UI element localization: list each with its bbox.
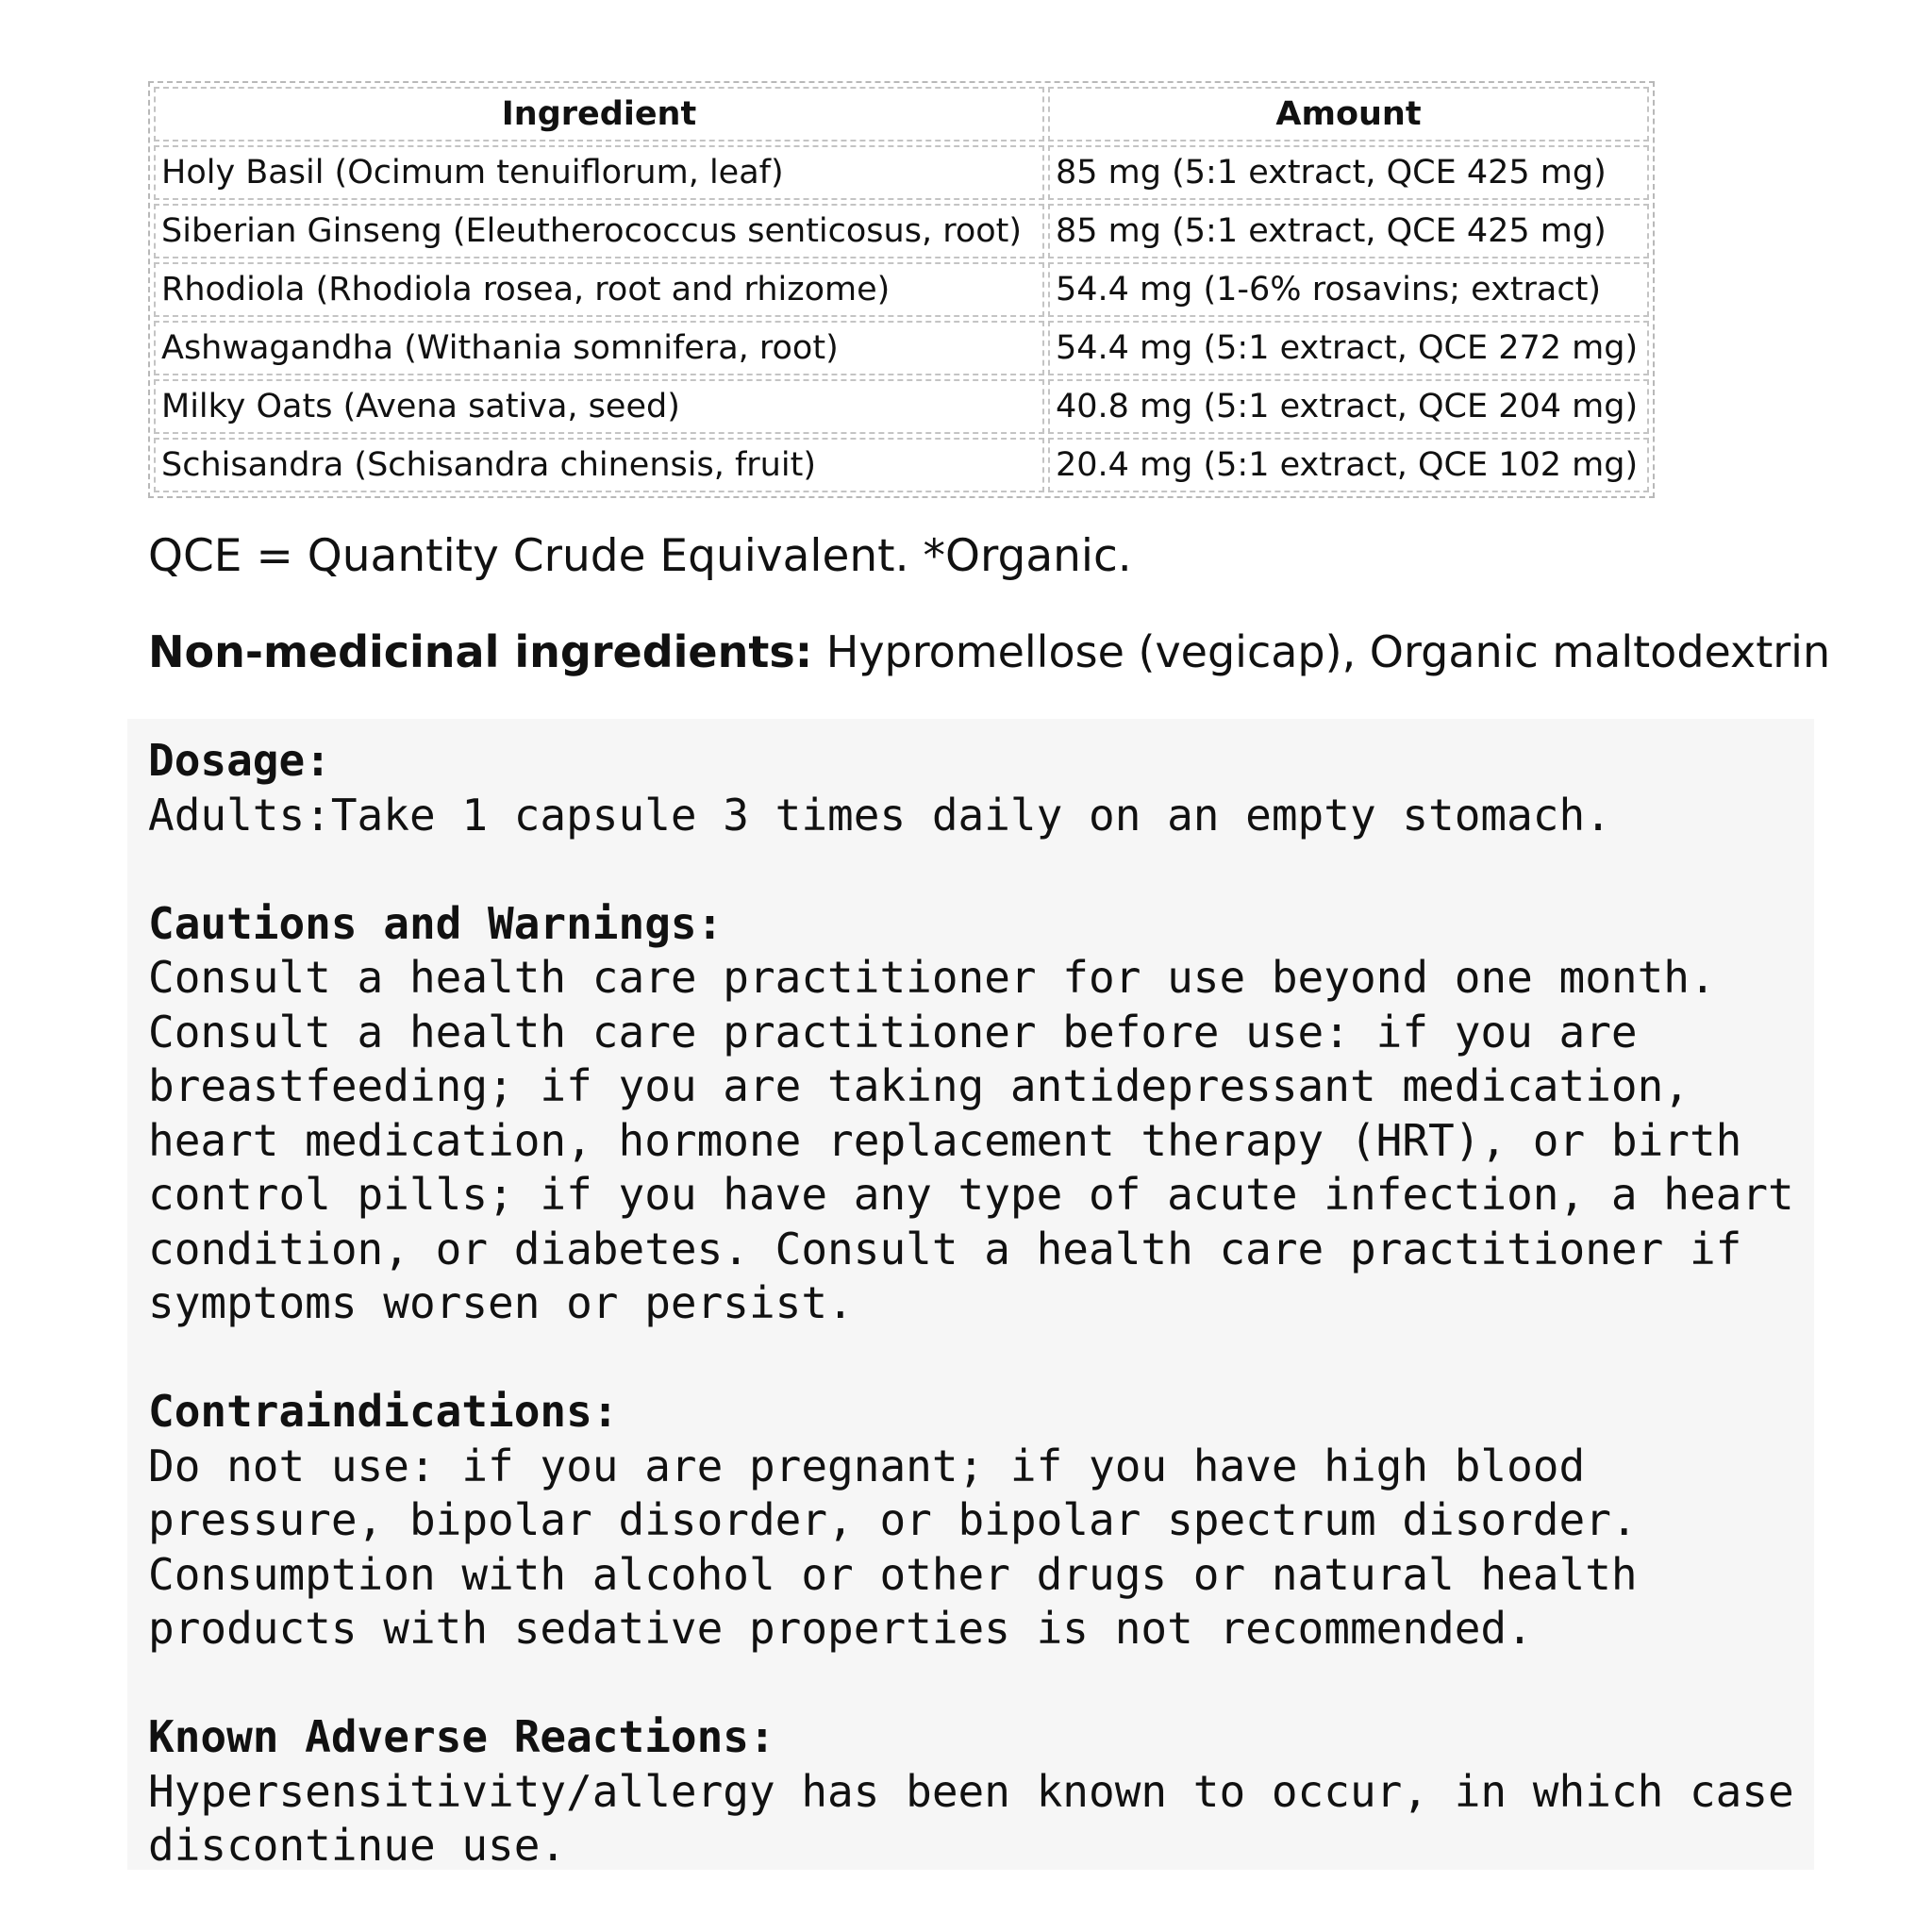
cautions-line: heart medication, hormone replacement therapy (HRT), or birth	[148, 1114, 1742, 1166]
amount-cell: 20.4 mg (5:1 extract, QCE 102 mg)	[1048, 438, 1649, 492]
cautions-line: Consult a health care practitioner for use beyond one month.	[148, 952, 1716, 1003]
cautions-line: condition, or diabetes. Consult a health care practitioner if	[148, 1223, 1742, 1274]
adverse-reactions-line: discontinue use.	[148, 1820, 567, 1871]
ingredient-cell: Schisandra (Schisandra chinensis, fruit)	[154, 438, 1044, 492]
amount-cell: 40.8 mg (5:1 extract, QCE 204 mg)	[1048, 379, 1649, 434]
ingredients-table	[148, 81, 1655, 498]
cautions-heading: Cautions and Warnings:	[148, 897, 724, 949]
table-header-row	[154, 87, 1649, 142]
dosage-heading: Dosage:	[148, 735, 331, 786]
contraindications-section	[148, 1385, 1814, 1657]
table-row	[154, 438, 1649, 492]
contraindications-heading: Contraindications:	[148, 1386, 619, 1437]
cautions-section	[148, 897, 1814, 1331]
qce-footnote: QCE = Quantity Crude Equivalent. *Organic.	[148, 530, 1132, 582]
dosage-section	[148, 734, 1814, 842]
cautions-line: Consult a health care practitioner before use: if you are	[148, 1006, 1638, 1058]
ingredient-cell: Milky Oats (Avena sativa, seed)	[154, 379, 1044, 434]
adverse-reactions-section	[148, 1710, 1814, 1874]
non-medicinal-label: Non-medicinal ingredients:	[148, 626, 813, 677]
amount-cell: 54.4 mg (5:1 extract, QCE 272 mg)	[1048, 321, 1649, 375]
non-medicinal-ingredients	[148, 626, 1830, 677]
cautions-line: symptoms worsen or persist.	[148, 1277, 854, 1328]
adverse-reactions-line: Hypersensitivity/allergy has been known to occur, in which case	[148, 1765, 1794, 1817]
table-row	[154, 321, 1649, 375]
ingredient-cell: Holy Basil (Ocimum tenuiflorum, leaf)	[154, 145, 1044, 200]
contraindications-line: pressure, bipolar disorder, or bipolar spectrum disorder.	[148, 1494, 1638, 1545]
cautions-line: breastfeeding; if you are taking antidepressant medication,	[148, 1060, 1690, 1111]
contraindications-line: Do not use: if you are pregnant; if you have high blood	[148, 1440, 1586, 1491]
ingredient-column-header: Ingredient	[154, 87, 1044, 142]
ingredient-cell: Rhodiola (Rhodiola rosea, root and rhizome)	[154, 262, 1044, 317]
ingredient-cell: Siberian Ginseng (Eleutherococcus senticosus, root)	[154, 204, 1044, 258]
table-row	[154, 262, 1649, 317]
cautions-line: control pills; if you have any type of acute infection, a heart	[148, 1169, 1794, 1220]
amount-cell: 85 mg (5:1 extract, QCE 425 mg)	[1048, 145, 1649, 200]
label-info-box	[127, 719, 1814, 1870]
non-medicinal-value: Hypromellose (vegicap), Organic maltodextrin	[812, 626, 1831, 677]
contraindications-line: products with sedative properties is not recommended.	[148, 1603, 1533, 1654]
amount-cell: 85 mg (5:1 extract, QCE 425 mg)	[1048, 204, 1649, 258]
table-row	[154, 204, 1649, 258]
table-row	[154, 379, 1649, 434]
table-row	[154, 145, 1649, 200]
ingredient-cell: Ashwagandha (Withania somnifera, root)	[154, 321, 1044, 375]
adverse-reactions-heading: Known Adverse Reactions:	[148, 1711, 775, 1762]
amount-column-header: Amount	[1048, 87, 1649, 142]
dosage-line: Adults:Take 1 capsule 3 times daily on an empty stomach.	[148, 789, 1611, 841]
contraindications-line: Consumption with alcohol or other drugs or natural health	[148, 1548, 1638, 1600]
amount-cell: 54.4 mg (1-6% rosavins; extract)	[1048, 262, 1649, 317]
